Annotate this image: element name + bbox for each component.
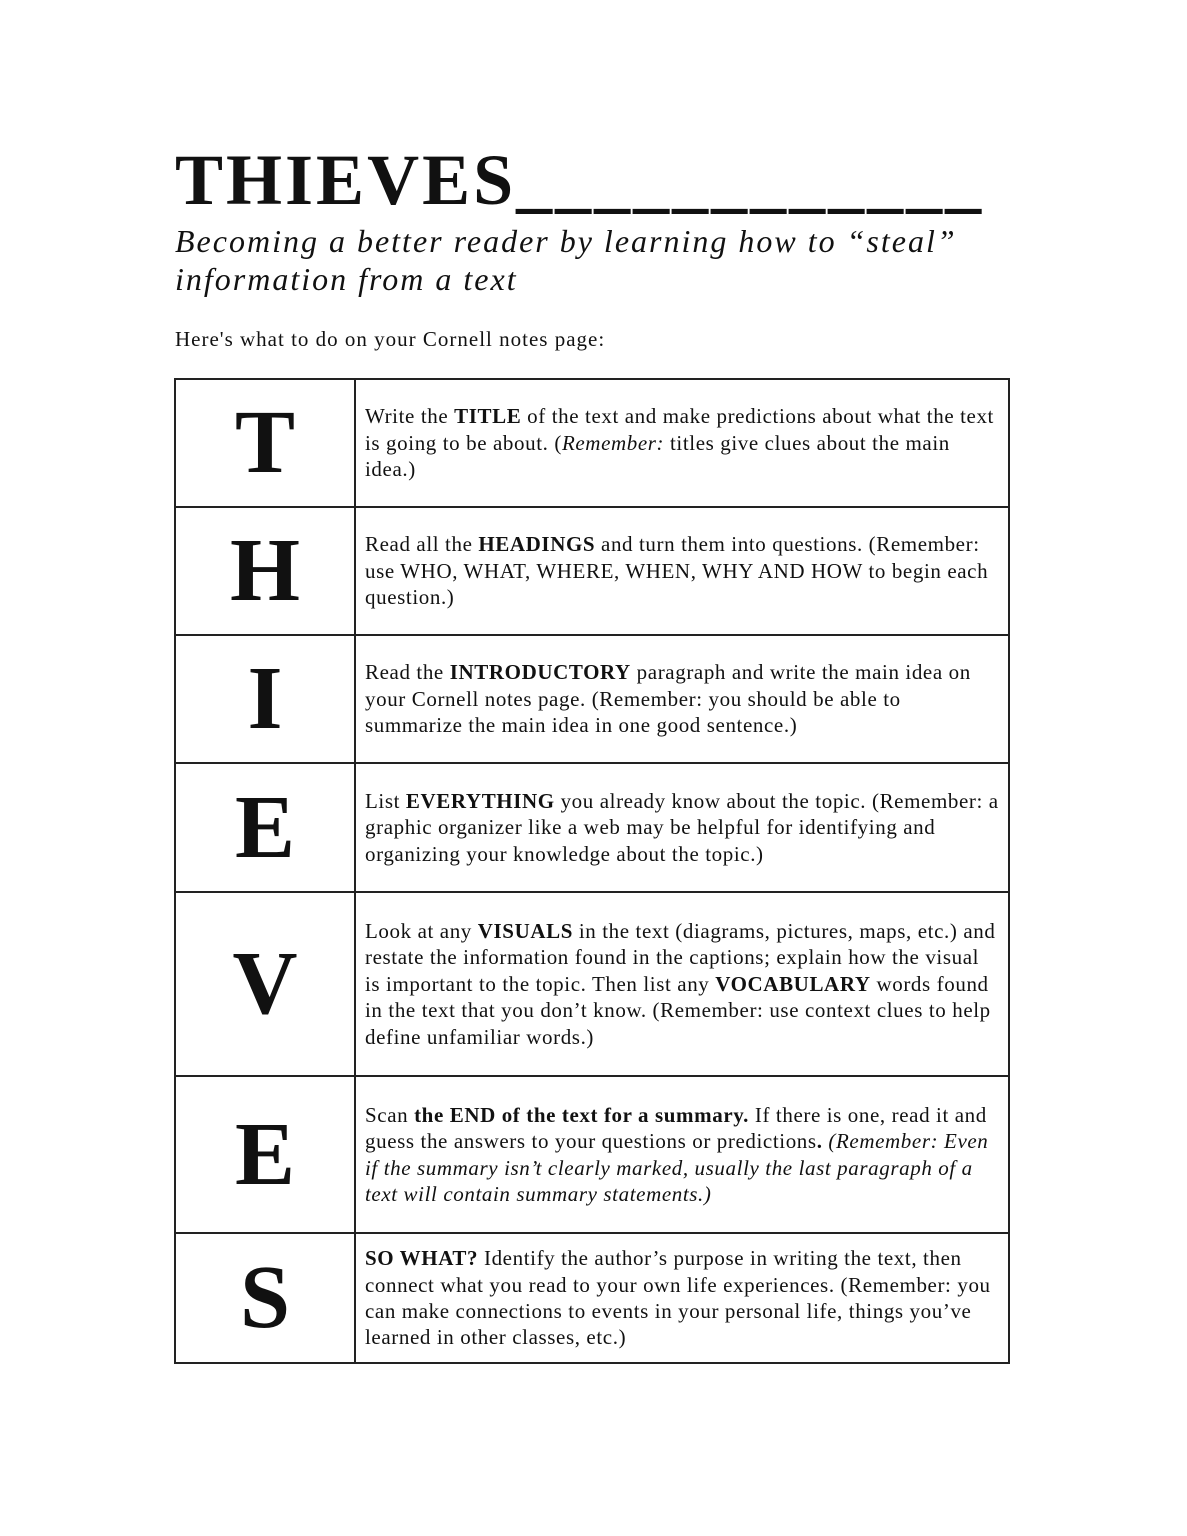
instruction-cell-h bbox=[355, 507, 1009, 635]
letter-cell-e-end: E bbox=[175, 1076, 355, 1233]
instruction-text: words found in the text that you don’t know. (Remember: use context clues to help define unfamiliar words.) bbox=[365, 971, 991, 1049]
table-row-e bbox=[175, 763, 1009, 892]
table-row-s bbox=[175, 1233, 1009, 1363]
document-title: THIEVES____________ bbox=[175, 140, 985, 220]
instruction-cell-s bbox=[355, 1233, 1009, 1363]
letter-cell-h: H bbox=[175, 507, 355, 635]
keyword-end-summary: the END of the text for a summary. bbox=[414, 1102, 750, 1127]
letter-cell-v: V bbox=[175, 892, 355, 1076]
instruction-text: Identify the author’s purpose in writing the text, then connect what you read to your own life experiences. (Remember: you can make connections to events in your personal life, things you’ve learned in other classes, etc.) bbox=[365, 1246, 991, 1350]
table-row-t bbox=[175, 379, 1009, 507]
instruction-text: in the text (diagrams, pictures, maps, etc.) and restate the information found in the captions; explain how the visual is important to the topic. Then list any bbox=[365, 918, 996, 996]
keyword-everything: EVERYTHING bbox=[405, 788, 555, 813]
thieves-table bbox=[174, 378, 1010, 1364]
instruction-text: List bbox=[365, 788, 406, 813]
remember-label: Remember: bbox=[561, 430, 665, 455]
instruction-text: and turn them into questions. (Remember: use WHO, WHAT, WHERE, WHEN, WHY AND HOW to begin each question.) bbox=[365, 532, 989, 610]
instruction-text: titles give clues about the main idea.) bbox=[365, 430, 950, 482]
bold-period: . bbox=[816, 1129, 823, 1154]
instruction-text: you already know about the topic. (Remember: a graphic organizer like a web may be helpful for identifying and organizing your knowledge about the topic.) bbox=[365, 788, 999, 866]
instruction-text: Look at any bbox=[365, 918, 478, 943]
instruction-text: Scan bbox=[365, 1102, 415, 1127]
instruction-text: of the text and make predictions about what the text is going to be about. ( bbox=[365, 404, 994, 455]
letter-cell-t: T bbox=[175, 379, 355, 507]
instruction-cell-t bbox=[355, 379, 1009, 507]
letter-cell-s: S bbox=[175, 1233, 355, 1363]
table-row-i bbox=[175, 635, 1009, 763]
instruction-text: If there is one, read it and guess the answers to your questions or predictions bbox=[365, 1102, 987, 1154]
instruction-text: Read all the bbox=[365, 532, 479, 557]
instruction-cell-i bbox=[355, 635, 1009, 763]
instruction-text: Read the bbox=[365, 660, 450, 685]
document-subtitle: Becoming a better reader by learning how to “steal” information from a text bbox=[175, 223, 957, 297]
keyword-vocabulary: VOCABULARY bbox=[715, 971, 871, 996]
instruction-text: Write the bbox=[365, 404, 455, 429]
keyword-introductory: INTRODUCTORY bbox=[449, 660, 631, 685]
instruction-text: paragraph and write the main idea on your Cornell notes page. (Remember: you should be able to summarize the main idea in one good sentence.) bbox=[365, 660, 971, 738]
keyword-title: TITLE bbox=[454, 404, 522, 429]
keyword-visuals: VISUALS bbox=[477, 918, 573, 943]
instruction-cell-v bbox=[355, 892, 1009, 1076]
keyword-headings: HEADINGS bbox=[478, 532, 596, 557]
remember-note: (Remember: Even if the summary isn’t clearly marked, usually the last paragraph of a text will contain summary statements.) bbox=[365, 1129, 989, 1206]
instruction-cell-e bbox=[355, 763, 1009, 892]
table-row-v bbox=[175, 892, 1009, 1076]
intro-text: Here's what to do on your Cornell notes page: bbox=[175, 327, 606, 351]
instruction-cell-e-end bbox=[355, 1076, 1009, 1233]
letter-cell-i: I bbox=[175, 635, 355, 763]
letter-cell-e: E bbox=[175, 763, 355, 892]
table-row-h bbox=[175, 507, 1009, 635]
table-row-e-end bbox=[175, 1076, 1009, 1233]
keyword-so-what: SO WHAT? bbox=[365, 1246, 479, 1271]
